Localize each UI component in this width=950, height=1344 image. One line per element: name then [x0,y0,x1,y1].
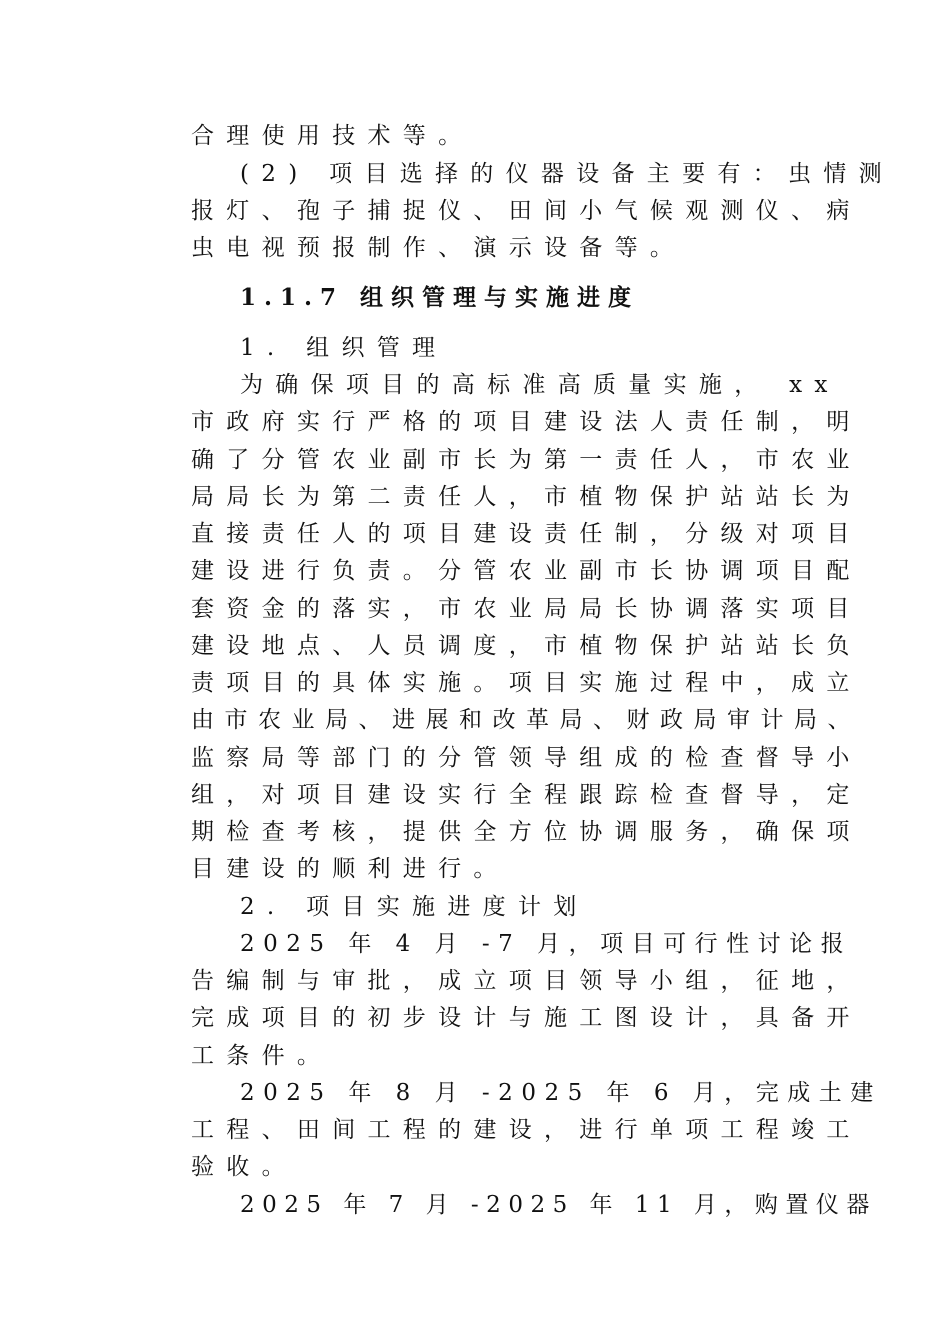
paragraph-line: 建设地点、人员调度，市植物保护站站长负 [191,633,862,659]
paragraph-line: 套资金的落实，市农业局局长协调落实项目 [191,596,862,622]
subsection-title: 1. 组织管理 [240,335,448,361]
section-heading: 1.1.7 组织管理与实施进度 [240,284,640,311]
paragraph-line: 工条件。 [191,1043,333,1069]
paragraph-line: 目建设的顺利进行。 [191,856,509,882]
paragraph-line: 告编制与审批，成立项目领导小组，征地， [191,968,862,994]
paragraph-line: 期检查考核，提供全方位协调服务，确保项 [191,819,862,845]
paragraph-line: 市政府实行严格的项目建设法人责任制，明 [191,409,862,435]
paragraph-line: (2) 项目选择的仪器设备主要有：虫情测 [240,161,894,187]
paragraph-line: 工程、田间工程的建设，进行单项工程竣工 [191,1117,862,1143]
subsection-title: 2. 项目实施进度计划 [240,894,589,920]
paragraph-line: 为确保项目的高标准高质量实施， xx [240,372,840,398]
paragraph-line: 责项目的具体实施。项目实施过程中，成立 [191,670,862,696]
paragraph-line: 虫电视预报制作、演示设备等。 [191,235,686,261]
paragraph-line: 验收。 [191,1154,297,1180]
paragraph-line: 建设进行负责。分管农业副市长协调项目配 [191,558,862,584]
paragraph-line: 2025 年 4 月 -7 月，项目可行性讨论报 [240,931,853,957]
paragraph-line: 确了分管农业副市长为第一责任人，市农业 [191,447,862,473]
paragraph-line: 局局长为第二责任人，市植物保护站站长为 [191,484,862,510]
paragraph-line: 报灯、孢子捕捉仪、田间小气候观测仪、病 [191,198,862,224]
paragraph-line: 2025 年 8 月 -2025 年 6 月，完成土建 [240,1080,882,1106]
paragraph-line: 监察局等部门的分管领导组成的检查督导小 [191,745,862,771]
paragraph-line: 由市农业局、进展和改革局、财政局审计局、 [191,707,861,733]
paragraph-line: 2025 年 7 月 -2025 年 11 月，购置仪器 [240,1192,877,1218]
paragraph-line: 完成项目的初步设计与施工图设计，具备开 [191,1005,862,1031]
paragraph-line: 组，对项目建设实行全程跟踪检查督导，定 [191,782,862,808]
paragraph-line: 合理使用技术等。 [191,123,474,149]
paragraph-line: 直接责任人的项目建设责任制，分级对项目 [191,521,862,547]
